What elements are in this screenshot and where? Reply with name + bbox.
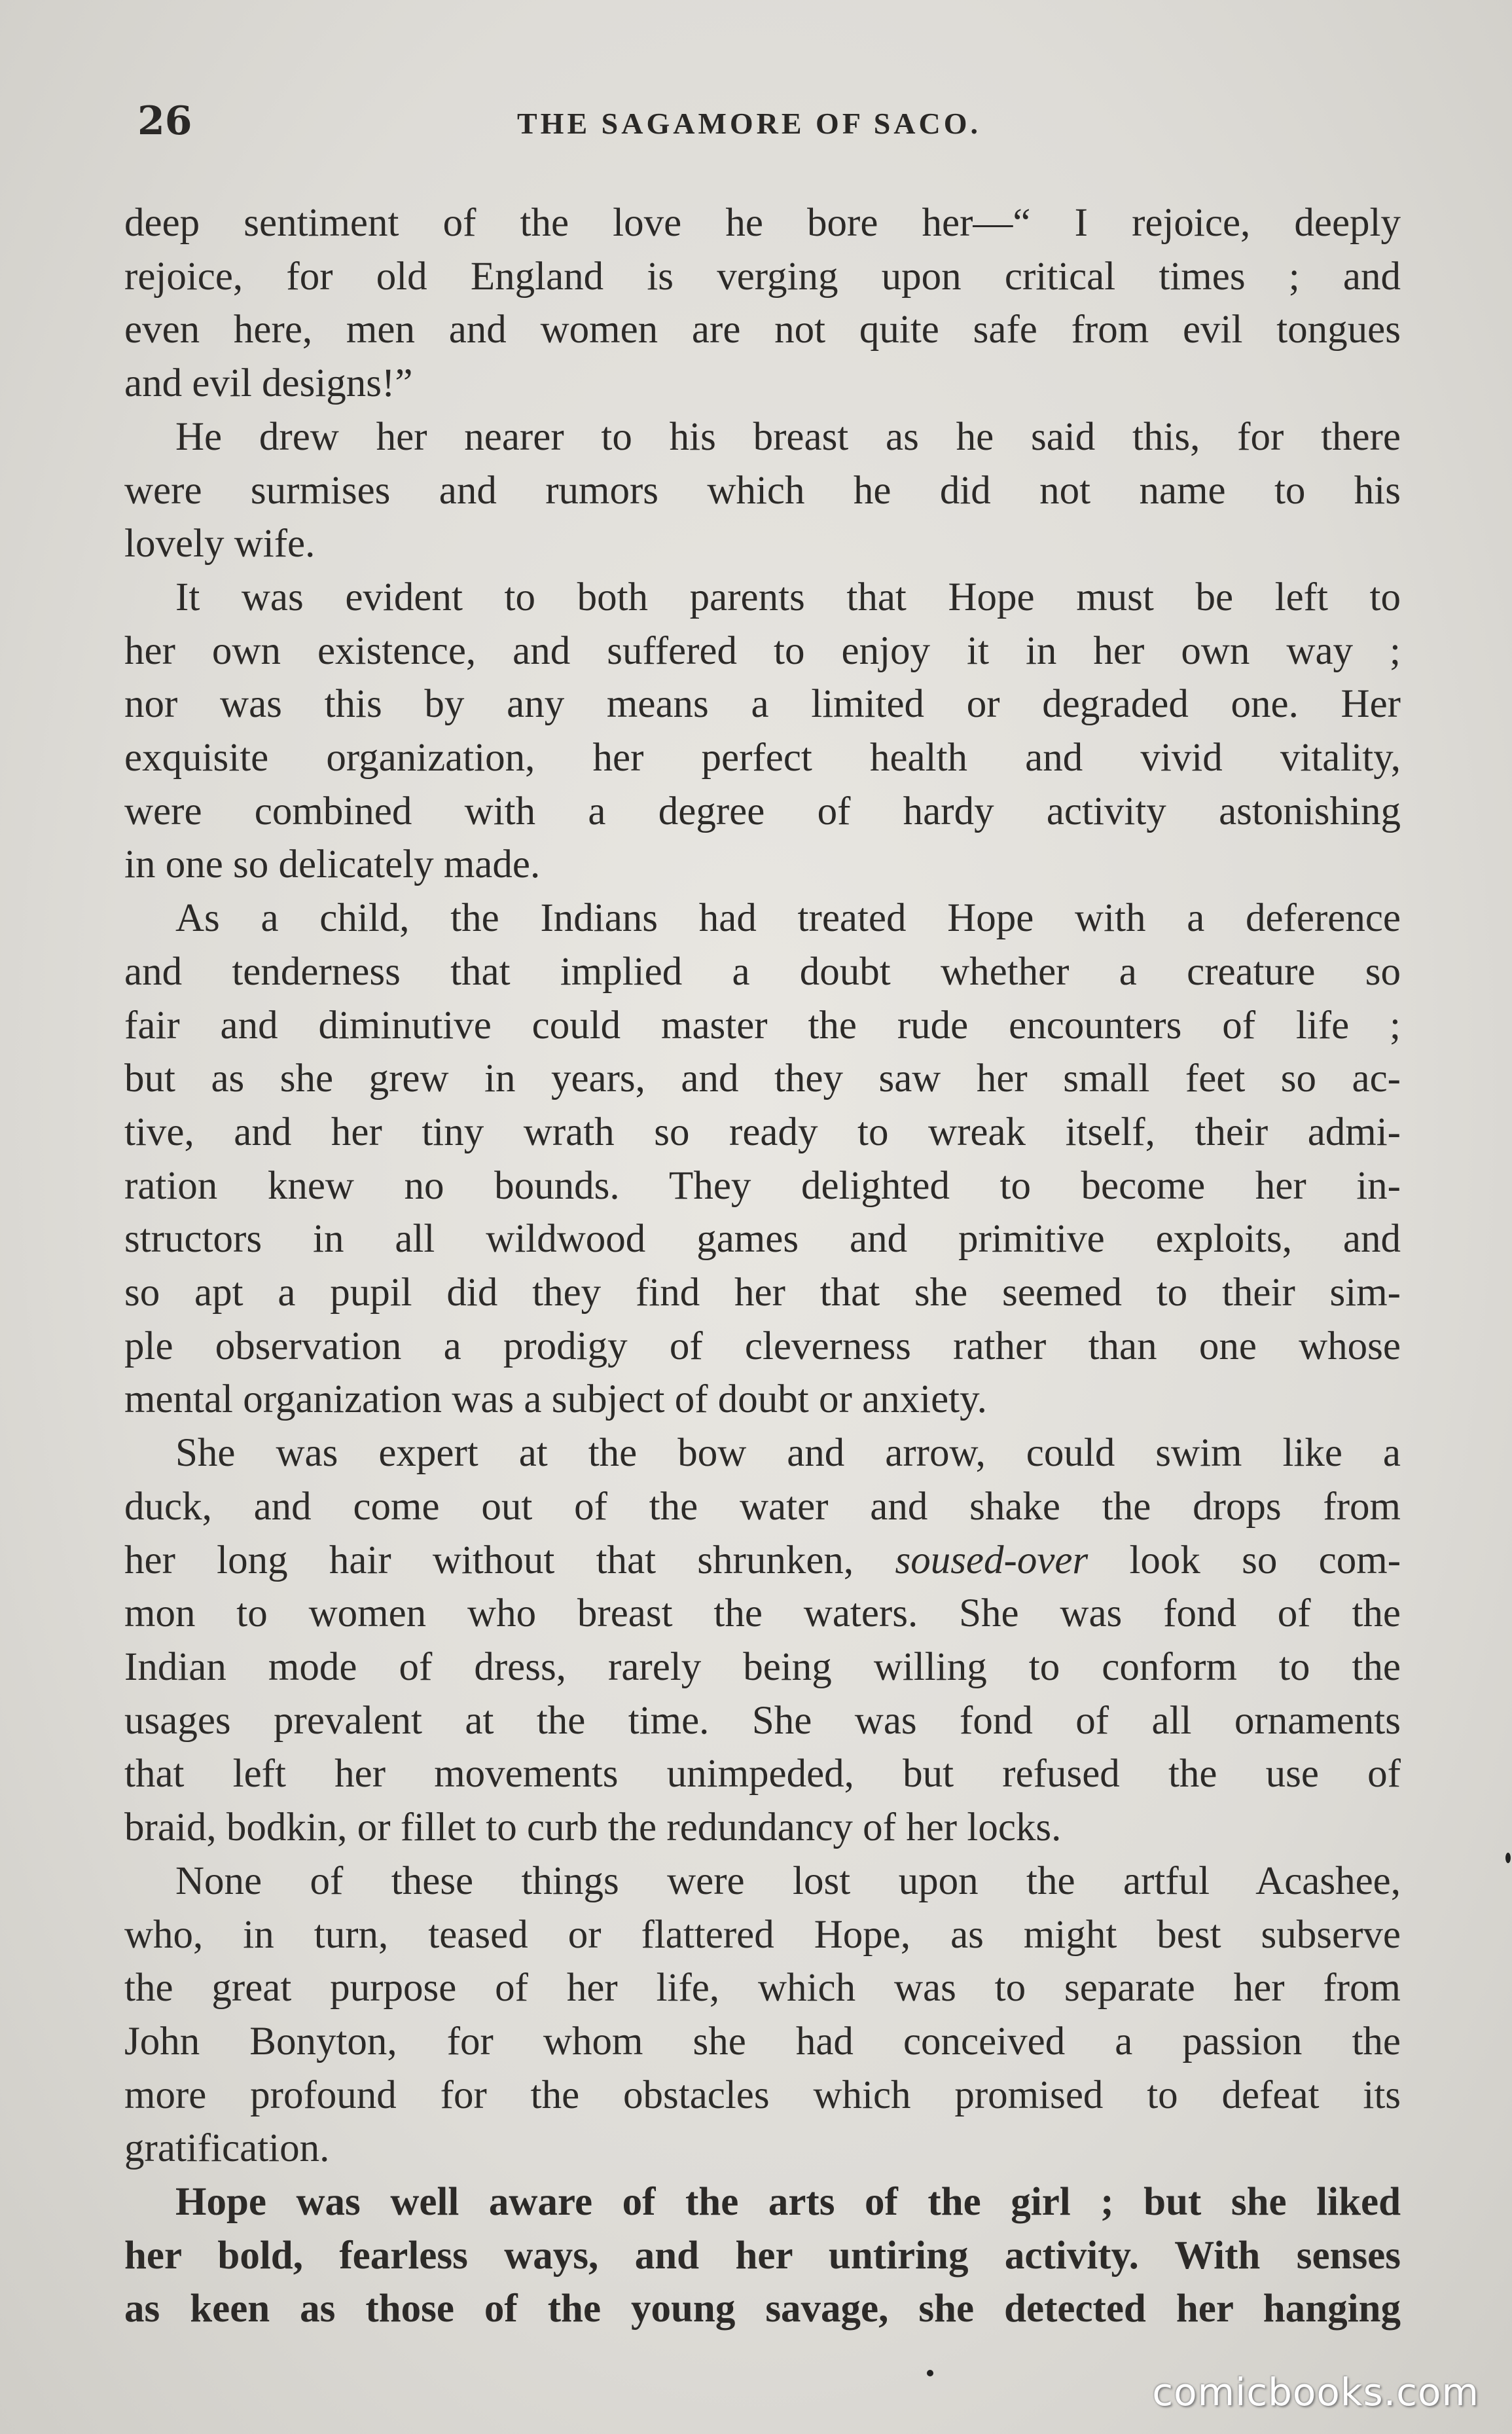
text-line: her own existence, and suffered to enjoy it in her own way ;	[124, 628, 1401, 673]
text-line: fair and diminutive could master the rude encounters of life ;	[124, 1003, 1401, 1047]
text-line: ple observation a prodigy of cleverness rather than one whose	[124, 1324, 1401, 1368]
text-line-with-italic	[124, 1534, 1401, 1588]
text-line: in one so delicately made.	[124, 843, 541, 887]
text-line: structors in all wildwood games and primitive exploits, and	[124, 1217, 1401, 1262]
text-line: usages prevalent at the time. She was fond of all ornaments	[124, 1698, 1401, 1743]
ink-speck	[1505, 1853, 1511, 1863]
text-line: even here, men and women are not quite safe from evil tongues	[124, 308, 1401, 352]
text-line: as keen as those of the young savage, she detected her hanging	[124, 2287, 1401, 2331]
text-line: but as she grew in years, and they saw her small feet so ac-	[124, 1057, 1401, 1101]
text-line: mon to women who breast the waters. She was fond of the	[124, 1591, 1401, 1636]
text-line: deep sentiment of the love he bore her—“ I rejoice, deeply	[124, 201, 1401, 245]
body-text	[124, 196, 1401, 2336]
line-segment: her long hair without that shrunken,	[124, 1538, 854, 1582]
text-line: were combined with a degree of hardy activity astonishing	[124, 789, 1401, 833]
paragraph-first-line: Hope was well aware of the arts of the girl ; but she liked	[175, 2180, 1401, 2225]
paragraph-first-line: She was expert at the bow and arrow, could swim like a	[175, 1431, 1401, 1476]
text-line: that left her movements unimpeded, but refused the use of	[124, 1752, 1401, 1796]
text-line: John Bonyton, for whom she had conceived a passion the	[124, 2019, 1401, 2063]
text-line: who, in turn, teased or flattered Hope, as might best subserve	[124, 1912, 1401, 1957]
text-line: exquisite organization, her perfect health and vivid vitality,	[124, 736, 1401, 780]
ink-speck	[927, 2370, 933, 2376]
text-line: and tenderness that implied a doubt whether a creature so	[124, 949, 1401, 994]
text-line: were surmises and rumors which he did not name to his	[124, 468, 1401, 513]
text-line: and evil designs!”	[124, 361, 413, 406]
text-line: nor was this by any means a limited or degraded one. Her	[124, 682, 1401, 727]
text-line: mental organization was a subject of doubt or anxiety.	[124, 1377, 987, 1422]
text-line: ration knew no bounds. They delighted to become her in-	[124, 1163, 1401, 1208]
text-line: her bold, fearless ways, and her untiring activity. With senses	[124, 2233, 1401, 2278]
text-line: rejoice, for old England is verging upon critical times ; and	[124, 254, 1401, 299]
italic-term: soused-over	[895, 1538, 1089, 1582]
text-line: braid, bodkin, or fillet to curb the redundancy of her locks.	[124, 1806, 1062, 1850]
running-head	[137, 98, 1394, 151]
final-paragraph	[124, 2175, 1401, 2336]
text-line: so apt a pupil did they find her that she seemed to their sim-	[124, 1271, 1401, 1315]
text-line: duck, and come out of the water and shake the drops from	[124, 1484, 1401, 1529]
text-line: the great purpose of her life, which was to separate her from	[124, 1966, 1401, 2010]
text-line: gratification.	[124, 2126, 330, 2171]
paragraph-first-line: As a child, the Indians had treated Hope with a deference	[175, 896, 1401, 941]
text-line: Indian mode of dress, rarely being willing to conform to the	[124, 1644, 1401, 1689]
line-segment: look so com-	[1129, 1538, 1401, 1582]
text-line: more profound for the obstacles which promised to defeat its	[124, 2073, 1401, 2117]
page-number: 26	[137, 98, 192, 144]
text-line: lovely wife.	[124, 522, 315, 566]
running-title: THE SAGAMORE OF SACO.	[517, 107, 982, 140]
paragraph-first-line: He drew her nearer to his breast as he said this, for there	[175, 414, 1401, 459]
paragraph-first-line: It was evident to both parents that Hope must be left to	[175, 575, 1401, 619]
text-line: tive, and her tiny wrath so ready to wreak itself, their admi-	[124, 1110, 1401, 1154]
watermark: comicbooks.com	[1152, 2370, 1479, 2414]
paragraph-first-line: None of these things were lost upon the artful Acashee,	[175, 1859, 1401, 1903]
